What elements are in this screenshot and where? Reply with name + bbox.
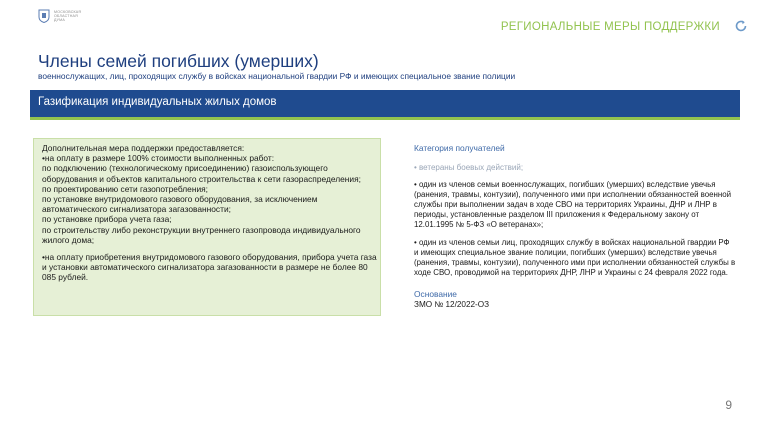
recipients-item: • один из членов семьи лиц, проходящих службу в войсках национальной гвардии РФ и имеющих специальное звание полиции, погибших (умерших) вследствие увечья (ранения, травмы, контузии), полученного ими при исполнении обязанностей службы в ходе СВО, проводимой на территориях ДНР, ЛНР и Украины с 24 февраля 2022 года. bbox=[414, 238, 736, 277]
recipients-section bbox=[414, 143, 736, 309]
support-line: по установке внутридомового газового оборудования, за исключением автоматического сигнализатора загазованности; bbox=[42, 194, 318, 215]
refresh-icon[interactable] bbox=[734, 19, 748, 33]
page-subtitle: военнослужащих, лиц, проходящих службу в войсках национальной гвардии РФ и имеющих специальное звание полиции bbox=[38, 71, 516, 81]
recipients-item: • один из членов семьи военнослужащих, погибших (умерших) вследствие увечья (ранения, травмы, контузии), полученного ими при исполнении обязанностей военной службы при выполнении задач в ходе СВО на территориях Украины, ДНР и ЛНР в периоды, установленные разделом III приложения к Федеральному закону от 12.01.1995 № 5-ФЗ «О ветеранах»; bbox=[414, 180, 732, 229]
support-line: по подключению (технологическому присоединению) газоиспользующего оборудования и объектов капитального строительства к сети газораспределения; bbox=[42, 163, 361, 184]
basis-value: ЗМО № 12/2022-ОЗ bbox=[414, 300, 490, 309]
support-line: Дополнительная мера поддержки предоставляется: bbox=[42, 143, 245, 153]
page-number: 9 bbox=[725, 398, 732, 412]
support-line: по установке прибора учета газа; bbox=[42, 214, 172, 225]
support-second-item: •на оплату приобретения внутридомового газового оборудования, прибора учета газа и установки автоматического сигнализатора загазованности в размере не более 80 085 рублей. bbox=[42, 252, 377, 283]
support-measure-text bbox=[42, 143, 380, 283]
support-measure-box bbox=[33, 138, 381, 316]
page-title: Члены семей погибших (умерших) bbox=[38, 51, 319, 71]
support-line: по проектированию сети газопотребления; bbox=[42, 183, 208, 194]
support-line: •на оплату в размере 100% стоимости выполненных работ: bbox=[42, 153, 275, 164]
recipients-faded-item: • ветераны боевых действий; bbox=[414, 163, 524, 172]
recipients-title: Категория получателей bbox=[414, 143, 505, 153]
section-label: РЕГИОНАЛЬНЫЕ МЕРЫ ПОДДЕРЖКИ bbox=[500, 21, 720, 33]
banner-text: Газификация индивидуальных жилых домов bbox=[38, 96, 277, 108]
logo-text: МОСКОВСКАЯ ОБЛАСТНАЯ ДУМА bbox=[54, 9, 82, 23]
coat-of-arms-icon bbox=[38, 9, 50, 23]
logo bbox=[38, 9, 81, 23]
topic-banner bbox=[30, 90, 740, 120]
support-line: по строительству либо реконструкции внутреннего газопровода индивидуального жилого дома; bbox=[42, 224, 361, 245]
basis-title: Основание bbox=[414, 289, 457, 299]
